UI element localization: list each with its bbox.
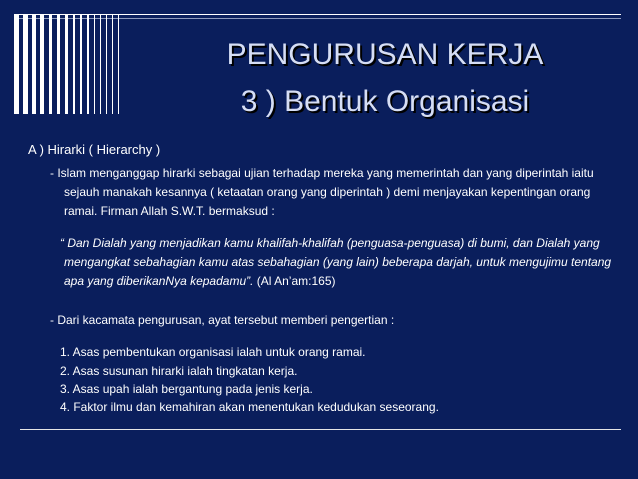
quote-reference: (Al An’am:165) <box>253 274 336 288</box>
list-item: 1. Asas pembentukan organisasi ialah untuk orang ramai. <box>60 345 366 359</box>
paragraph-line: sejauh manakah kesannya ( ketaatan orang yang diperintah ) demi menjayakan kepentingan orang <box>64 185 591 199</box>
list-item: 2. Asas susunan hirarki ialah tingkatan kerja. <box>60 364 298 378</box>
quote-line: mengangkat sebahagian kamu atas sebahagian (yang lain) beberapa darjah, untuk mengujimu tentang <box>64 255 612 269</box>
paragraph-line: - Islam menganggap hirarki sebagai ujian terhadap mereka yang memerintah dan yang diperintah iaitu <box>50 166 594 180</box>
list-item: 3. Asas upah ialah bergantung pada jenis kerja. <box>60 382 313 396</box>
bottom-rule <box>20 429 621 430</box>
quote-text: apa yang diberikanNya kepadamu”. <box>64 274 254 288</box>
quote-line: “ Dan Dialah yang menjadikan kamu khalifah-khalifah (penguasa-penguasa) di bumi, dan Dialah yang <box>60 236 600 250</box>
section-heading: A ) Hirarki ( Hierarchy ) <box>28 142 161 157</box>
paragraph-line: - Dari kacamata pengurusan, ayat tersebut memberi pengertian : <box>50 313 395 327</box>
quote-line-last <box>64 274 336 288</box>
slide-subtitle: 3 ) Bentuk Organisasi <box>240 85 530 118</box>
slide-title: PENGURUSAN KERJA <box>226 38 544 71</box>
paragraph-line: ramai. Firman Allah S.W.T. bermaksud : <box>64 204 275 218</box>
list-item: 4. Faktor ilmu dan kemahiran akan menentukan kedudukan seseorang. <box>60 400 439 414</box>
